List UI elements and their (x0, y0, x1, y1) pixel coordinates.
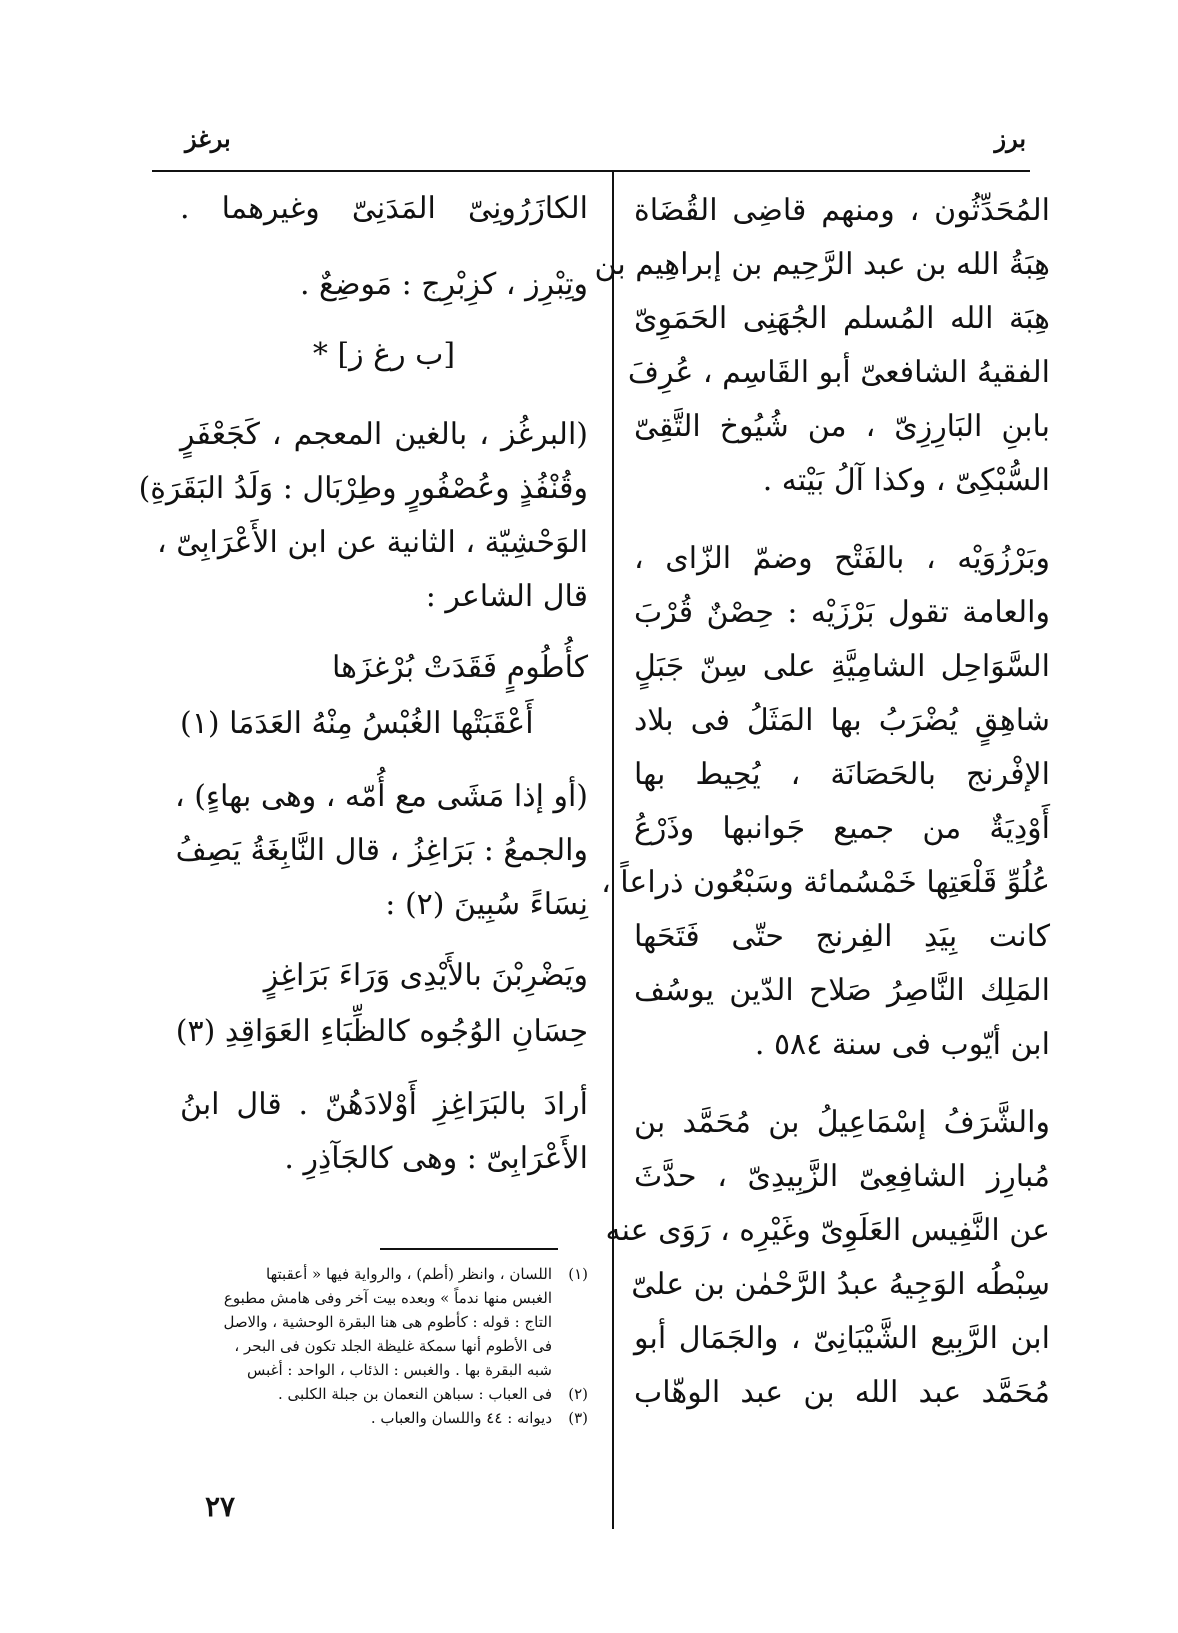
paragraph-gap (180, 382, 588, 408)
text-line: كانت بِيَدِ الفِرنج حتّى فَتَحَها (634, 919, 1050, 954)
verse-hemistich: أَعْقَبَتْها الغُبْسُ مِنْهُ العَدَمَا (١) (180, 706, 534, 741)
entry-heading: [ب رغ ز] * (312, 337, 456, 372)
running-header-right: برز (994, 124, 1026, 153)
text-line: شاهِقٍ يُضْرَبُ بها المَثَلُ فى بلاد (634, 703, 1050, 738)
text-line: (أو إذا مَشَى مع أُمّه ، وهى بهاءٍ) ، (174, 779, 588, 814)
footnote-number: (١) (568, 1265, 588, 1283)
text-line: الأَعْرَابِىّ : وهى كالجَآذِرِ . (284, 1141, 588, 1176)
page-number: ٢٧ (205, 1490, 236, 1523)
text-line: سِبْطُه الوَجِيهُ عبدُ الرَّحْمٰن بن علىّ (631, 1267, 1050, 1302)
footnote-text: شبه البقرة بها . والغبس : الذئاب ، الواحد : أغبس (247, 1361, 552, 1379)
paragraph-gap (180, 312, 588, 328)
text-line: المَلِك النَّاصِرُ صَلاح الدّين يوسُف (634, 973, 1050, 1008)
footnote-line (180, 1286, 588, 1310)
text-line: هِبَة الله المُسلم الجُهَنِى الحَمَوِىّ (634, 301, 1050, 336)
left-column (138, 182, 588, 1186)
footnote-line (180, 1382, 588, 1406)
paragraph-gap (180, 1060, 588, 1078)
paragraph-gap (180, 932, 588, 948)
text-line: والشَّرَفُ إسْمَاعِيلُ بن مُحَمَّد بن (634, 1105, 1050, 1140)
text-line: السَّوَاحِل الشامِيَّةِ على سِنّ جَبَلٍ (634, 649, 1050, 684)
paragraph-gap (180, 624, 588, 640)
text-line: (البرغُز ، بالغين المعجم ، كَجَعْفَرٍ (180, 417, 588, 452)
text-line: الوَحْشِيّة ، الثانية عن ابن الأَعْرَابِىّ ، (156, 525, 588, 560)
footnote-number: (٢) (568, 1385, 588, 1403)
paragraph-gap (634, 1072, 1050, 1096)
text-line: والجمعُ : بَرَاغِزُ ، قال النَّابِغَةُ يَصِفُ (175, 833, 588, 868)
verse-hemistich: حِسَانِ الوُجُوه كالظِّبَاءِ العَوَاقِدِ (٣) (175, 1014, 588, 1049)
footnote-text: اللسان ، وانظر (أطم) ، والرواية فيها « أعقبتها (266, 1265, 552, 1283)
text-line: أَوْدِيَةٌ من جميع جَوانبها وذَرْعُ (634, 811, 1050, 846)
text-line: وقُنْفُذٍ وعُصْفُورٍ وطِرْبَال : وَلَدُ البَقَرَةِ) (138, 471, 588, 506)
footnotes (180, 1262, 588, 1430)
text-line: السُّبْكِىّ ، وكذا آلُ بَيْته . (762, 463, 1050, 498)
running-header-left: برغز (185, 124, 231, 153)
verse-hemistich: كأُطُومٍ فَقَدَتْ بُرْغزَها (331, 650, 588, 685)
text-line: عن النَّفِيس العَلَوِىّ وغَيْرِه ، رَوَى عنه (605, 1213, 1050, 1248)
footnote-line (180, 1310, 588, 1334)
footnote-text: فى العباب : سباهن النعمان بن جبلة الكلبى . (278, 1385, 552, 1403)
footnote-line (180, 1358, 588, 1382)
paragraph-gap (180, 752, 588, 770)
text-line: قال الشاعر : (425, 579, 588, 614)
text-line: ابن أيّوب فى سنة ٥٨٤ . (754, 1027, 1050, 1062)
footnote-text: فى الأطوم أنها سمكة غليظة الجلد تكون فى البحر ، (234, 1337, 552, 1355)
footnote-line (180, 1334, 588, 1358)
text-line: بابنِ البَارِزِىّ ، من شُيُوخ التَّقِىّ (634, 409, 1050, 444)
text-line: المُحَدِّثُون ، ومنهم قاضِى القُضَاة (634, 193, 1050, 228)
paragraph-gap (634, 508, 1050, 532)
text-line: نِسَاءً سُبِينَ (٢) : (385, 887, 588, 922)
text-line: والعامة تقول بَرْزَيْه : حِصْنٌ قُرْبَ (634, 595, 1050, 630)
footnote-line (180, 1406, 588, 1430)
header-rule (152, 170, 1030, 172)
footnote-number: (٣) (568, 1409, 588, 1427)
text-line: مُحَمَّد عبد الله بن عبد الوهّاب (634, 1375, 1050, 1410)
right-column (594, 184, 1050, 1420)
footnote-line (180, 1262, 588, 1286)
text-line: الإفْرنج بالحَصَانَة ، يُحِيط بها (634, 757, 1050, 792)
text-line: أرادَ بالبَرَاغِزِ أَوْلادَهُنّ . قال ابنُ (180, 1087, 588, 1122)
footnote-text: ديوانه : ٤٤ واللسان والعباب . (370, 1409, 552, 1427)
footnote-text: الغبس منها ندماً » وبعده بيت آخر وفى هامش مطبوع (223, 1289, 552, 1307)
text-line: هِبَةُ الله بن عبد الرَّحِيم بن إبراهِيم بن (594, 247, 1050, 282)
footnote-rule (380, 1248, 558, 1250)
text-line: الكازَرُونِىّ المَدَنِىّ وغيرهما . (180, 191, 588, 226)
text-line: وبَرْزُوَيْه ، بالفَتْح وضمّ الزّاى ، (634, 541, 1050, 576)
verse-hemistich: ويَضْرِبْنَ بالأَيْدِى وَرَاءَ بَرَاغِزٍ (263, 958, 588, 993)
footnote-text: التاج : قوله : كأطوم هى هنا البقرة الوحشية ، والاصل (223, 1313, 552, 1331)
paragraph-gap (180, 236, 588, 258)
text-line: عُلُوِّ قَلْعَتِها خَمْسُمائة وسَبْعُون ذراعاً ، (601, 865, 1050, 900)
text-line: الفقيهُ الشافعىّ أبو القَاسِم ، عُرِفَ (627, 355, 1050, 390)
text-line: وتِبْرِز ، كزِبْرِج : مَوضِعٌ . (299, 267, 588, 302)
text-line: ابن الرَّبِيع الشَّيْبَانِىّ ، والجَمَال أبو (634, 1321, 1050, 1356)
text-line: مُبارِز الشافِعِىّ الزَّبِيدِىّ ، حدَّثَ (634, 1159, 1050, 1194)
column-divider (612, 171, 614, 1529)
